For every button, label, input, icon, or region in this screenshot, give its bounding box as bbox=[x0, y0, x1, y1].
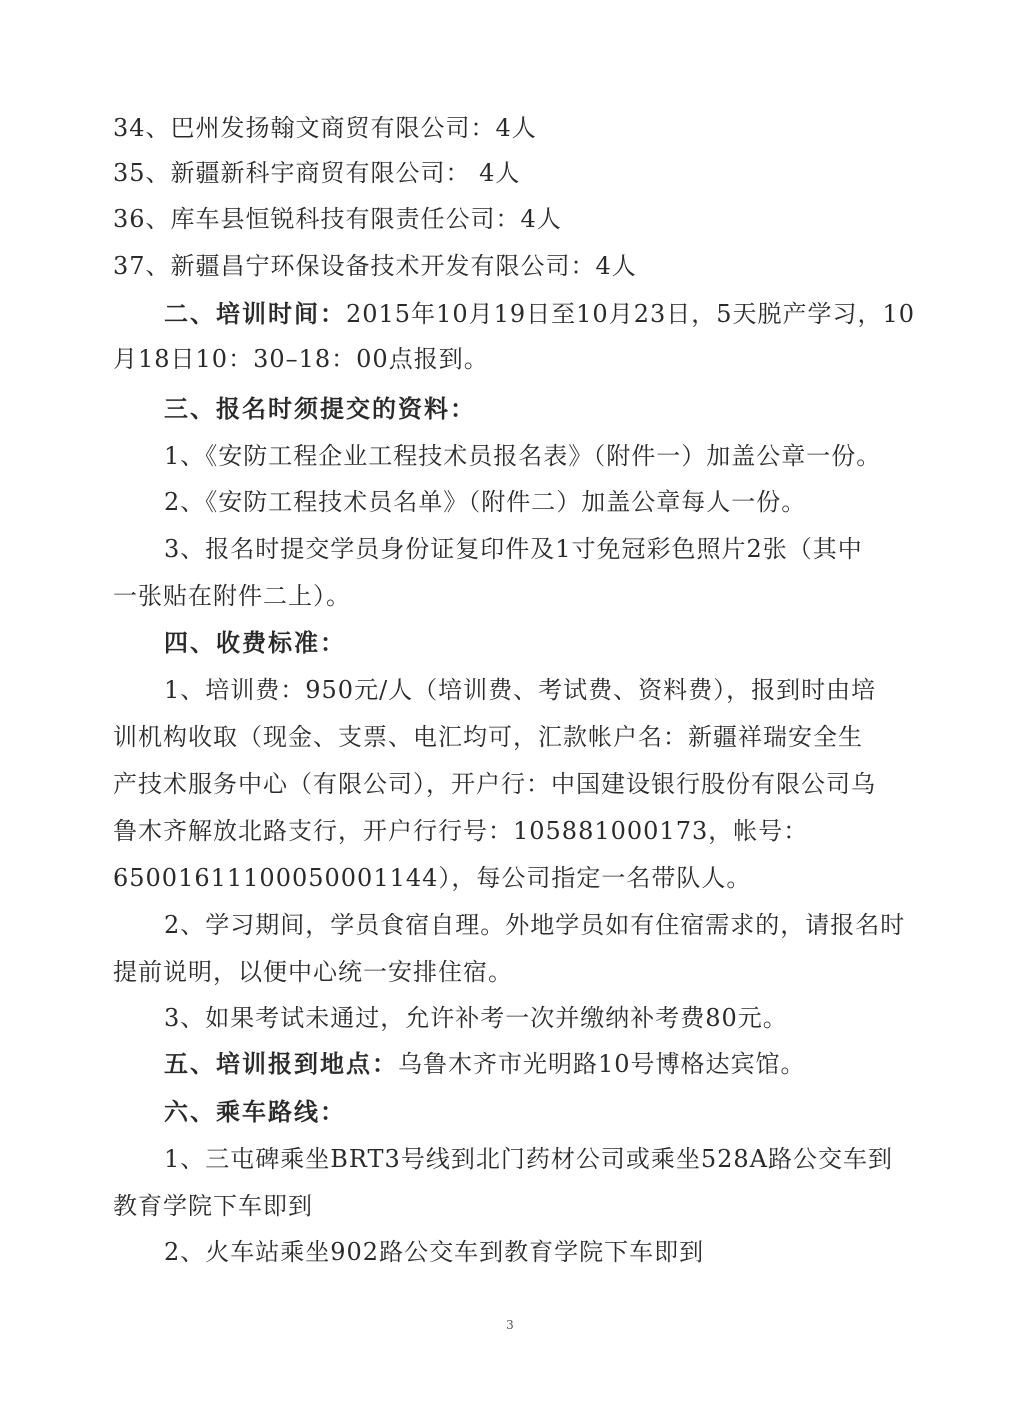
fees-item-2: 2、学习期间，学员食宿自理。外地学员如有住宿需求的，请报名时 bbox=[164, 911, 906, 939]
training-time-text: 2015年10月19日至10月23日，5天脱产学习，10 bbox=[346, 300, 916, 328]
company-line-37: 37、新疆昌宁环保设备技术开发有限公司：4人 bbox=[113, 252, 637, 280]
training-time-heading: 二、培训时间： bbox=[164, 300, 346, 328]
company-line-36: 36、库车县恒锐科技有限责任公司：4人 bbox=[113, 205, 562, 233]
fees-item-1-line-4: 鲁木齐解放北路支行，开户行行号：105881000173，帐号： bbox=[113, 817, 809, 845]
fees-item-1-line-3: 产技术服务中心（有限公司），开户行：中国建设银行股份有限公司乌 bbox=[113, 770, 876, 798]
company-line-34: 34、巴州发扬翰文商贸有限公司：4人 bbox=[113, 114, 537, 142]
routes-item-1: 1、三屯碑乘坐BRT3号线到北门药材公司或乘坐528A路公交车到 bbox=[164, 1145, 893, 1173]
training-time-line bbox=[164, 298, 914, 330]
fees-item-3: 3、如果考试未通过，允许补考一次并缴纳补考费80元。 bbox=[164, 1004, 788, 1032]
venue-text: 乌鲁木齐市光明路10号博格达宾馆。 bbox=[398, 1050, 806, 1078]
page-number: 3 bbox=[506, 1318, 514, 1332]
fees-item-1-line-2: 训机构收取（现金、支票、电汇均可，汇款帐户名：新疆祥瑞安全生 bbox=[113, 723, 863, 751]
training-time-continuation: 月18日10：30–18：00点报到。 bbox=[113, 345, 489, 373]
materials-item-3: 3、报名时提交学员身份证复印件及1寸免冠彩色照片2张（其中 bbox=[164, 535, 863, 563]
routes-item-1-continuation: 教育学院下车即到 bbox=[113, 1192, 313, 1220]
fees-item-2-continuation: 提前说明，以便中心统一安排住宿。 bbox=[113, 958, 513, 986]
fees-item-1: 1、培训费：950元/人（培训费、考试费、资料费），报到时由培 bbox=[164, 676, 877, 704]
routes-item-2: 2、火车站乘坐902路公交车到教育学院下车即到 bbox=[164, 1238, 705, 1266]
venue-line bbox=[164, 1048, 964, 1080]
materials-item-1: 1、《安防工程企业工程技术员报名表》（附件一）加盖公章一份。 bbox=[164, 442, 882, 470]
venue-heading: 五、培训报到地点： bbox=[164, 1050, 398, 1078]
fees-heading: 四、收费标准： bbox=[164, 629, 346, 657]
materials-heading: 三、报名时须提交的资料： bbox=[164, 395, 476, 423]
company-line-35: 35、新疆新科宇商贸有限公司： 4人 bbox=[113, 159, 521, 187]
fees-item-1-line-5: 65001611100050001144），每公司指定一名带队人。 bbox=[113, 864, 752, 892]
routes-heading: 六、乘车路线： bbox=[164, 1098, 346, 1126]
materials-item-2: 2、《安防工程技术员名单》（附件二）加盖公章每人一份。 bbox=[164, 488, 807, 516]
materials-item-3-continuation: 一张贴在附件二上）。 bbox=[113, 582, 351, 610]
